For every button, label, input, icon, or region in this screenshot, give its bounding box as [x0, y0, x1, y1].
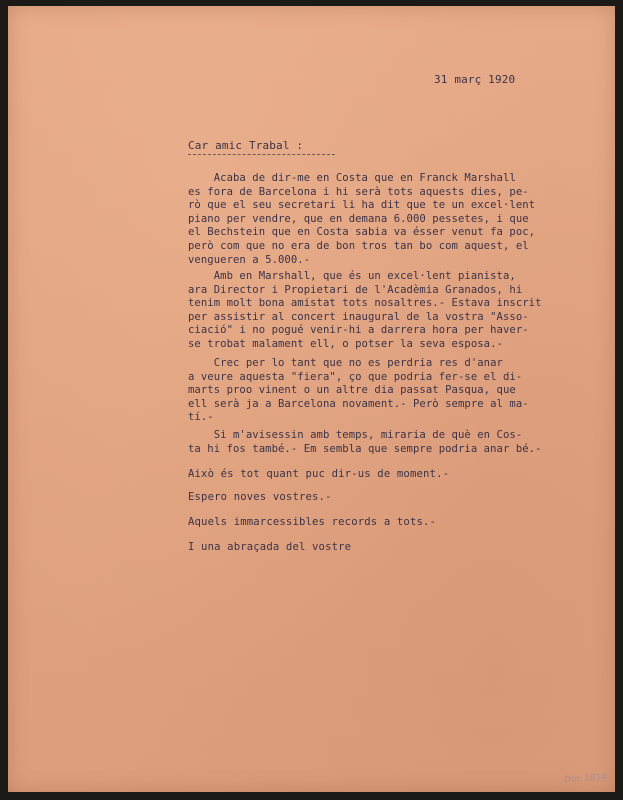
- paragraph-line: tí.-: [188, 411, 214, 424]
- paragraph-line: piano per vendre, que en demana 6.000 pessetes, i que: [188, 212, 529, 225]
- paragraph-line: ta hi fos també.- Em sembla que sempre podria anar bé.-: [188, 442, 542, 455]
- paragraph-1: [188, 172, 556, 267]
- closing-line: Espero noves vostres.-: [188, 491, 332, 503]
- paragraph-line: marts proo vinent o un altre dia passat Pasqua, que: [188, 384, 516, 397]
- closing-line: I una abraçada del vostre: [188, 541, 352, 553]
- closing-line: Això és tot quant puc dir-us de moment.-: [188, 468, 450, 480]
- closing-line: Aquels immarcessibles records a tots.-: [188, 516, 437, 528]
- paragraph-line: Amb en Marshall, que és un excel·lent pianista,: [188, 270, 516, 282]
- letter-date: 31 març 1920: [434, 73, 516, 86]
- paragraph-3: [188, 357, 556, 425]
- paragraph-line: per assistir al concert inaugural de la vostra "Asso-: [188, 310, 529, 323]
- salutation: Car amic Trabal :: [188, 139, 304, 152]
- paragraph-line: a veure aquesta "fiera", ço que podria fer-se el di-: [188, 370, 523, 383]
- paragraph-line: Acaba de dir-me en Costa que en Franck Marshall: [188, 172, 516, 184]
- paragraph-line: tenim molt bona amistat tots nosaltres.- Estava inscrit: [188, 297, 542, 310]
- paragraph-line: se trobat malament ell, o potser la seva esposa.-: [188, 337, 503, 350]
- letter-page: [8, 6, 615, 792]
- archive-mark: Doc 1814: [563, 772, 608, 786]
- paragraph-line: rò que el seu secretari li ha dit que te un excel·lent: [188, 199, 536, 212]
- paragraph-line: el Bechstein que en Costa sabia va ésser venut fa poc,: [188, 226, 536, 239]
- paragraph-line: vengueren a 5.000.-: [188, 253, 311, 266]
- paragraph-4: [188, 429, 556, 456]
- paragraph-line: Crec per lo tant que no es perdria res d'anar: [188, 357, 503, 369]
- salutation-underline: [188, 154, 335, 155]
- paragraph-line: ell serà ja a Barcelona novament.- Però sempre al ma-: [188, 397, 529, 410]
- paragraph-line: però com que no era de bon tros tan bo com aquest, el: [188, 239, 529, 252]
- paragraph-2: [188, 270, 556, 352]
- paragraph-line: ara Director i Propietari de l'Acadèmia Granados, hi: [188, 283, 523, 296]
- paragraph-line: Si m'avisessin amb temps, miraria de què en Cos-: [188, 429, 523, 441]
- paragraph-line: ciació" i no pogué venir-hi a darrera hora per haver-: [188, 324, 529, 337]
- paragraph-line: es fora de Barcelona i hi serà tots aquests dies, pe-: [188, 185, 529, 198]
